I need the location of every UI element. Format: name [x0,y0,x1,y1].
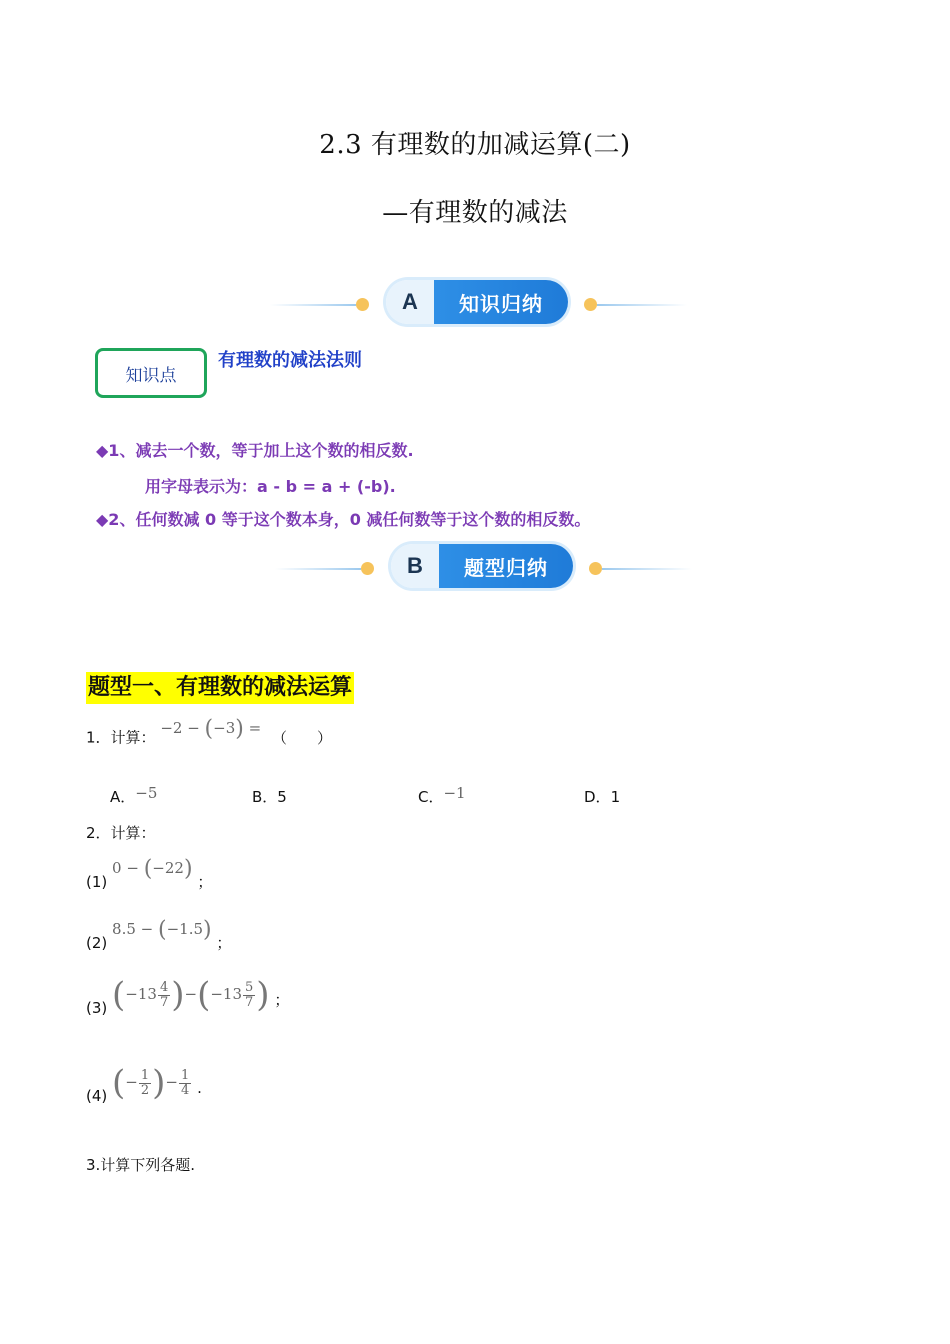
banner-label: 题型归纳 [439,544,573,588]
part-label: (4) [86,1087,108,1105]
part-label: (3) [86,999,108,1017]
expr-part: − [165,1073,178,1091]
rule-2: ◆2、任何数减 0 等于这个数本身，0 减任何数等于这个数的相反数。 [96,510,591,529]
expr-part: = [243,718,262,737]
question-2-part-4 [86,1063,202,1105]
banner-pill [386,280,568,324]
expr-part: −3 [213,718,236,737]
option-c[interactable] [418,786,466,807]
banner-dot-right [584,298,597,311]
paren-close: ) [256,975,270,1015]
fraction [243,981,255,1010]
question-1-expression [160,716,266,741]
option-label: B． [252,788,278,806]
part-end: ； [274,991,290,1009]
banner-label: 知识归纳 [434,280,568,324]
banner-dot-left [361,562,374,575]
banner-line-left [275,568,361,570]
expr-part: − [184,985,198,1003]
expr-part: − [125,1073,138,1091]
option-label: A． [110,788,136,806]
section-banner-a [270,280,690,326]
fraction [158,981,170,1010]
part-end: ； [197,872,213,891]
option-a[interactable] [110,786,157,807]
denominator: 7 [245,994,254,1010]
option-label: D． [584,788,611,806]
banner-dot-right [589,562,602,575]
banner-letter: A [386,280,434,324]
option-label: C． [418,788,444,806]
knowledge-title: 有理数的减法法则 [218,350,362,371]
rule-1-formula: 用字母表示为：a - b = a + (-b). [145,477,396,496]
option-value: 1 [610,788,621,806]
part-expression [112,1063,197,1103]
option-d[interactable] [584,786,620,807]
question-1 [86,716,332,751]
question-3: 3.计算下列各题. [86,1156,196,1174]
banner-line-right [602,568,692,570]
fraction [179,1069,191,1098]
denominator: 2 [140,1082,150,1098]
question-1-prefix: 1．计算： [86,728,156,747]
expr-part: 0 − [112,858,144,877]
paren-close: ) [235,716,244,741]
option-value: −1 [443,784,466,802]
option-value: 5 [277,788,287,806]
numerator: 1 [140,1067,150,1083]
banner-dot-left [356,298,369,311]
numerator: 1 [181,1067,190,1083]
banner-pill [391,544,573,588]
question-2-part-2 [86,917,232,952]
knowledge-point-box: 知识点 [95,348,207,398]
part-expression [112,856,193,881]
paren-close: ) [152,1063,166,1103]
expr-part: −2 − [160,718,205,737]
paren-close: ) [203,917,212,942]
paren-open: ( [143,856,153,881]
paren-close: ) [183,856,193,881]
page-subtitle: —有理数的减法 [382,198,568,228]
part-expression [112,917,212,942]
paren-open: ( [158,917,167,942]
expr-part: −13 [210,985,242,1003]
part-label: (1) [86,872,108,891]
part-end: ； [216,933,232,952]
paren-close: ) [171,975,185,1015]
part-label: (2) [86,933,108,952]
question-type-heading: 题型一、有理数的减法运算 [86,672,354,704]
part-end: . [197,1079,202,1097]
question-2-part-3 [86,975,290,1017]
banner-line-right [597,304,687,306]
option-value: −5 [135,784,158,802]
part-expression [112,975,274,1015]
paren-open: ( [112,975,126,1015]
expr-part: −22 [152,858,184,877]
denominator: 4 [181,1082,190,1098]
numerator: 4 [159,979,169,995]
paren-open: ( [112,1063,126,1103]
paren-open: ( [204,716,214,741]
question-2: 2．计算： [86,824,156,842]
denominator: 7 [159,994,169,1010]
section-banner-b [275,544,695,590]
banner-line-left [270,304,356,306]
numerator: 5 [245,979,254,995]
page-title: 2.3 有理数的加减运算(二) [319,130,631,160]
fraction [139,1069,151,1098]
expr-part: 8.5 − [112,919,158,938]
option-b[interactable] [252,786,287,807]
banner-letter: B [391,544,439,588]
rule-1: ◆1、减去一个数，等于加上这个数的相反数. [96,441,414,460]
question-2-part-1 [86,856,213,891]
expr-part: −1.5 [166,919,204,938]
expr-part: −13 [125,985,157,1003]
paren-open: ( [197,975,211,1015]
answer-blank: （ ） [271,728,332,747]
